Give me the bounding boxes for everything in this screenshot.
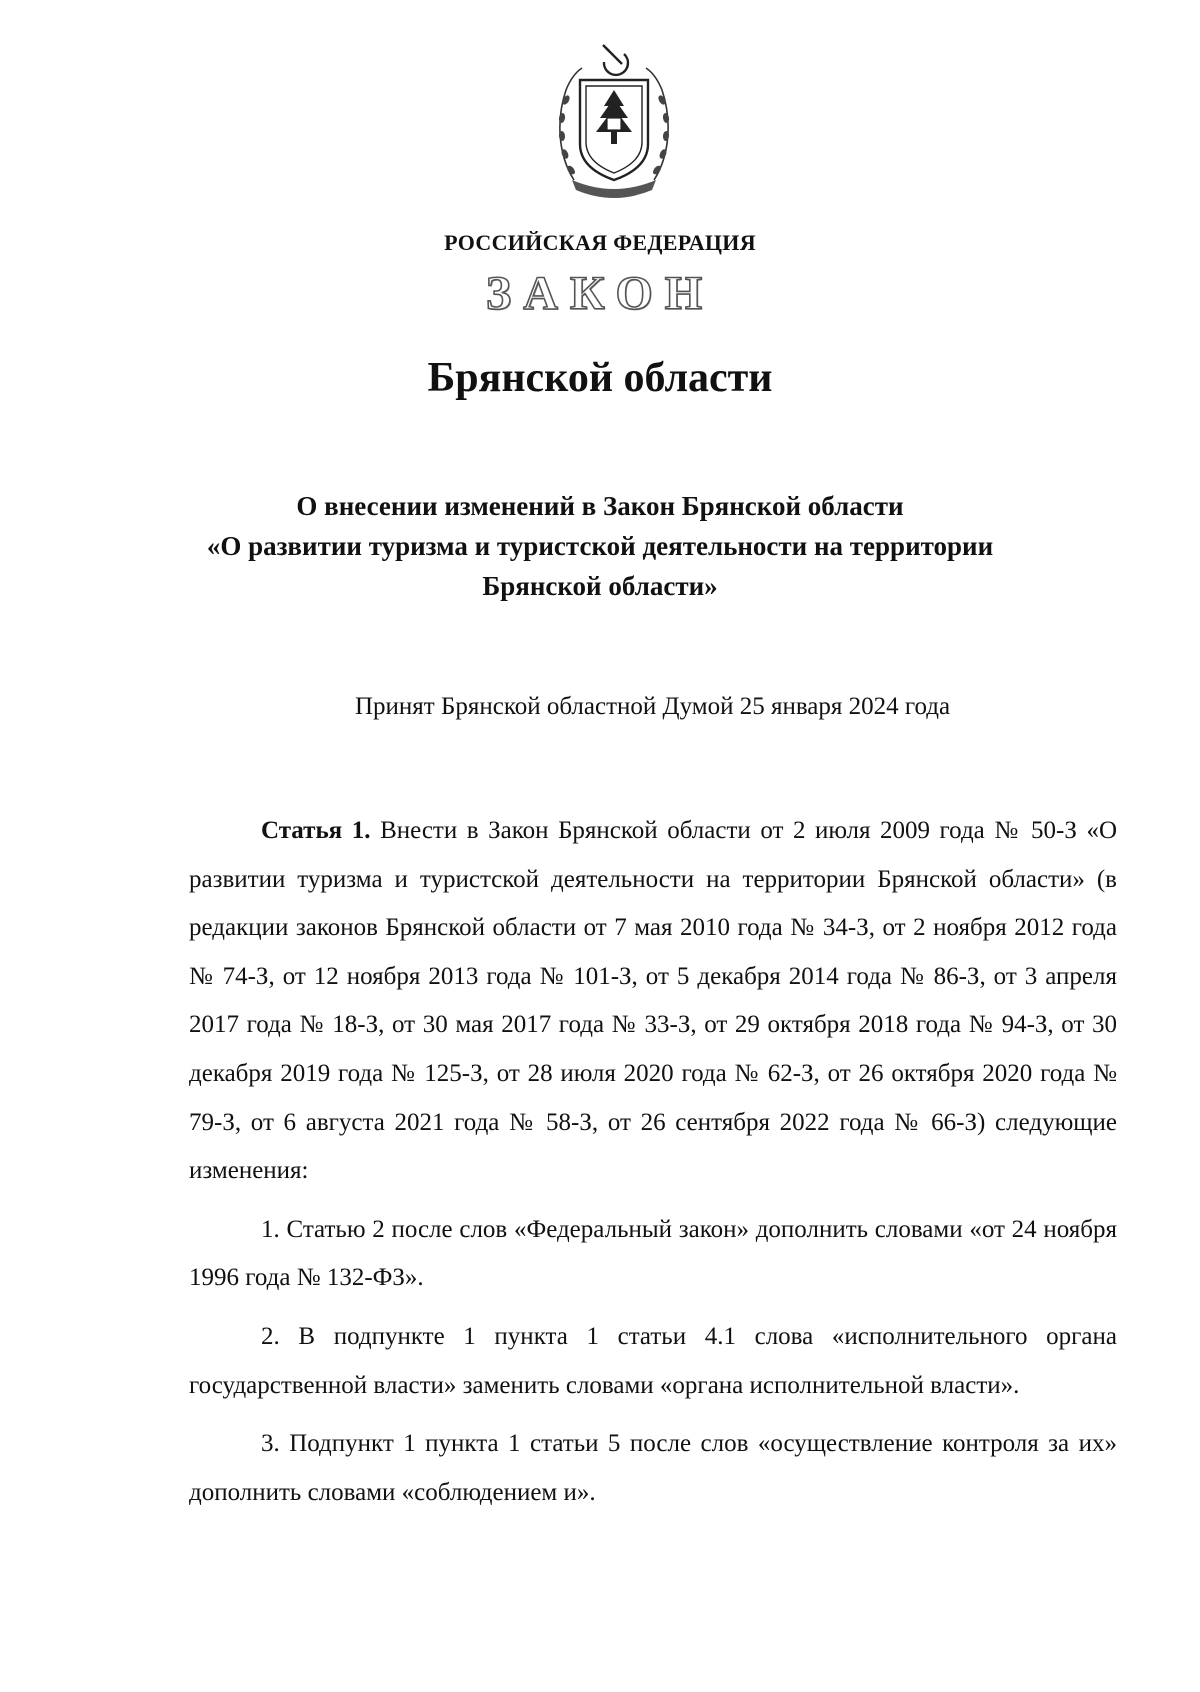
article-label: Статья 1. (261, 817, 371, 844)
article-1-intro (189, 807, 1117, 1196)
coat-of-arms-icon (552, 40, 676, 200)
title-line: О внесении изменений в Закон Брянской области (296, 491, 904, 521)
document-type-heading: ЗАКОН (485, 267, 715, 320)
article-intro-text: Внести в Закон Брянской области от 2 июля 2009 года № 50-З «О развитии туризма и туристской деятельности на территории Брянской области» (в редакции законов Брянской области от 7 мая 2010 года № 34-З, от 2 ноября 2012 года № 74-З, от 12 ноября 2013 года № 101-З, от 5 декабря 2014 года № 86-З, от 3 апреля 2017 года № 18-З, от 30 мая 2017 года № 33-З, от 29 октября 2018 года № 94-З, от 30 декабря 2019 года № 125-З, от 28 июля 2020 года № 62-З, от 26 октября 2020 года № 79-З, от 6 августа 2021 года № 58-З, от 26 сентября 2022 года № 66-З) следующие изменения: (189, 817, 1117, 1185)
article-1 (189, 807, 1117, 1517)
document-title (160, 486, 1040, 606)
adoption-note: Принят Брянской областной Думой 25 января 2024 года (355, 693, 951, 720)
title-line: Брянской области» (482, 571, 718, 601)
country-heading: РОССИЙСКАЯ ФЕДЕРАЦИЯ (444, 230, 756, 255)
title-line: «О развитии туризма и туристской деятельности на территории (206, 531, 994, 561)
list-item: 2. В подпункте 1 пункта 1 статьи 4.1 слова «исполнительного органа государственной власти» заменить словами «органа исполнительной власти». (189, 1322, 1117, 1399)
list-item: 3. Подпункт 1 пункта 1 статьи 5 после слов «осуществление контроля за их» дополнить словами «соблюдением и». (189, 1430, 1117, 1506)
region-heading: Брянской области (427, 355, 773, 401)
list-item: 1. Статью 2 после слов «Федеральный закон» дополнить словами «от 24 ноября 1996 года № 132-ФЗ». (189, 1215, 1117, 1292)
